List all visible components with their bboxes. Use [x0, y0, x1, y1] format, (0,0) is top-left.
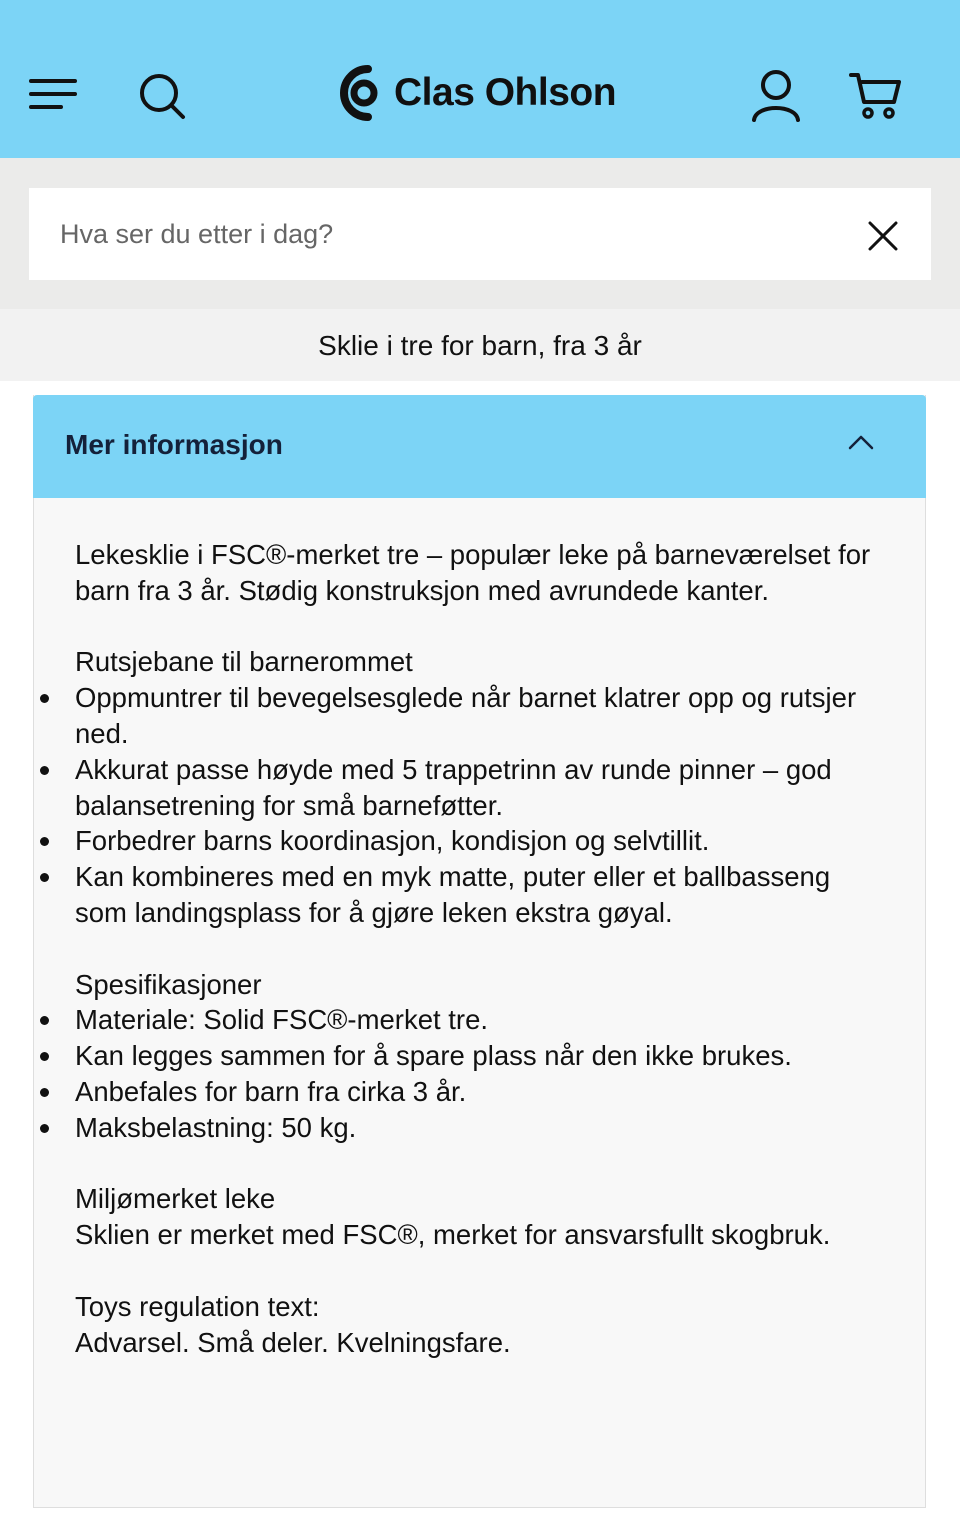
warning-text: Advarsel. Små deler. Kvelningsfare.	[75, 1326, 511, 1358]
list-item: Maksbelastning: 50 kg.	[75, 1110, 875, 1146]
list-item: Kan legges sammen for å spare plass når den ikke brukes.	[75, 1038, 875, 1074]
product-title-bar	[0, 309, 960, 381]
list-item: Oppmuntrer til bevegelsesglede når barnet klatrer opp og rutsjer ned.	[75, 680, 875, 752]
product-title: Sklie i tre for barn, fra 3 år	[318, 330, 642, 361]
list-item: Forbedrer barns koordinasjon, kondisjon og selvtillit.	[75, 823, 875, 859]
intro-text: Lekesklie i FSC®-merket tre – populær leke på barneværelset for barn fra 3 år. Stødig konstruksjon med avrundede kanter.	[75, 539, 871, 606]
section-heading: Spesifikasjoner	[75, 968, 262, 1000]
logo-mark-icon	[334, 60, 384, 126]
list-item: Akkurat passe høyde med 5 trappetrinn av runde pinner – god balansetrening for små barneføtter.	[75, 752, 875, 824]
search-box	[29, 188, 931, 280]
close-icon[interactable]	[867, 220, 899, 252]
accordion-toggle[interactable]	[33, 395, 926, 498]
user-icon[interactable]	[750, 68, 802, 122]
logo-text: Clas Ohlson	[394, 71, 617, 114]
cart-icon[interactable]	[848, 70, 902, 120]
list-item: Anbefales for barn fra cirka 3 år.	[75, 1074, 875, 1110]
search-bar-area	[0, 158, 960, 309]
search-input[interactable]	[60, 188, 850, 280]
section-heading: Miljømerket leke	[75, 1183, 276, 1215]
section-heading: Toys regulation text:	[75, 1290, 320, 1322]
search-icon[interactable]	[138, 72, 186, 120]
chevron-up-icon	[848, 434, 874, 450]
menu-icon[interactable]	[28, 74, 78, 114]
section-text: Sklien er merket med FSC®, merket for ansvarsfullt skogbruk.	[75, 1219, 831, 1251]
more-info-accordion	[33, 395, 926, 1508]
list-item: Materiale: Solid FSC®-merket tre.	[75, 1002, 875, 1038]
accordion-body	[75, 537, 875, 1360]
accordion-title: Mer informasjon	[65, 429, 283, 460]
site-header	[0, 0, 960, 158]
brand-logo[interactable]	[334, 60, 616, 126]
specification-list	[75, 1002, 875, 1145]
feature-list	[75, 680, 875, 931]
section-heading: Rutsjebane til barnerommet	[75, 646, 413, 678]
list-item: Kan kombineres med en myk matte, puter eller et ballbasseng som landingsplass for å gjøre leken ekstra gøyal.	[75, 859, 875, 931]
